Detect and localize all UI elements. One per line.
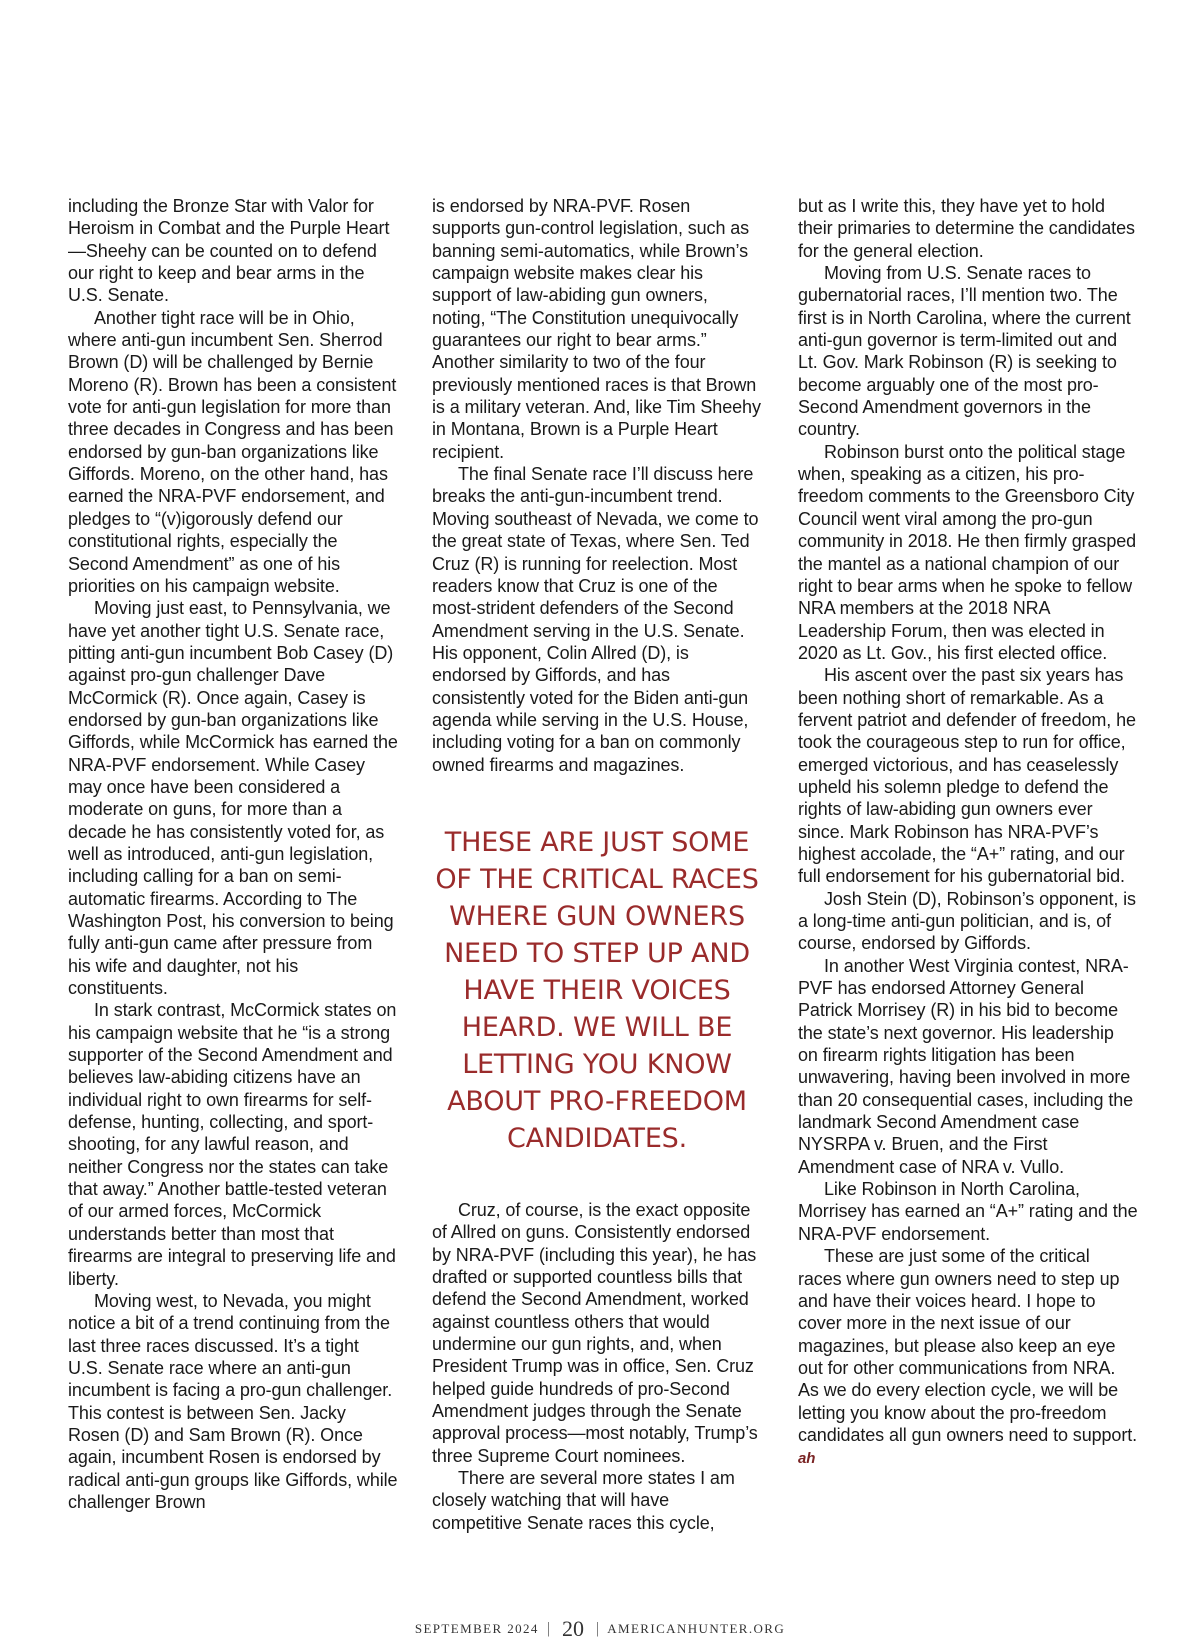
pull-quote-line: LETTING YOU KNOW	[462, 1048, 732, 1080]
body-paragraph: Moving just east, to Pennsylvania, we have yet another tight U.S. Senate race, pitting anti-gun incumbent Bob Casey (D) against pro-gun challenger Dave McCormick (R). Once again, Casey is endorsed by gun-ban organizations like Giffords, while McCormick has earned the NRA-PVF endorsement. While Casey may once have been considered a moderate on guns, for more than a decade he has consistently voted for, as well as introduced, anti-gun legislation, including calling for a ban on semi-automatic firearms. According to The Washington Post, his conversion to being fully anti-gun came after pressure from his wife and daughter, not his constituents.	[68, 598, 398, 999]
body-paragraph: Like Robinson in North Carolina, Morrisey has earned an “A+” rating and the NRA-PVF endorsement.	[798, 1179, 1138, 1244]
footer-website: AMERICANHUNTER.ORG	[607, 1621, 786, 1636]
body-paragraph: including the Bronze Star with Valor for Heroism in Combat and the Purple Heart—Sheehy can be counted on to defend our right to keep and bear arms in the U.S. Senate.	[68, 196, 390, 306]
pull-quote-line: NEED TO STEP UP AND	[444, 937, 750, 969]
end-mark-logo: ah	[798, 1450, 816, 1468]
final-paragraph-text: These are just some of the critical races where gun owners need to step up and have their voices heard. I hope to cover more in the next issue of our magazines, but please also keep an eye out for other communications from NRA. As we do every election cycle, we will be letting you know about the pro-freedom candidates all gun owners need to support.	[798, 1246, 1138, 1445]
pull-quote-line: HEARD. WE WILL BE	[461, 1011, 733, 1043]
body-paragraph: In stark contrast, McCormick states on his campaign website that he “is a strong supporter of the Second Amendment and believes law-abiding citizens have an individual right to own firearms for self-defense, hunting, collecting, and sport-shooting, for any lawful reason, and neither Congress nor the states can take that away.” Another battle-tested veteran of our armed forces, McCormick understands better than most that firearms are integral to preserving life and liberty.	[68, 1000, 397, 1289]
article-column-1	[68, 195, 398, 1513]
body-paragraph: but as I write this, they have yet to hold their primaries to determine the candidates for the general election.	[798, 196, 1135, 261]
body-paragraph: Moving west, to Nevada, you might notice a bit of a trend continuing from the last three races discussed. It’s a tight U.S. Senate race where an anti-gun incumbent is facing a pro-gun challenger. This contest is between Sen. Jacky Rosen (D) and Sam Brown (R). Once again, incumbent Rosen is endorsed by radical anti-gun groups like Giffords, while challenger Brown	[68, 1290, 398, 1512]
pull-quote-line: THESE ARE JUST SOME	[444, 826, 750, 858]
body-paragraph: Cruz, of course, is the exact opposite of Allred on guns. Consistently endorsed by NRA-PVF (including this year), he has drafted or supported countless bills that defend the Second Amendment, worked against countless others that would undermine our gun rights, and, when President Trump was in office, Sen. Cruz helped guide hundreds of pro-Second Amendment judges through the Senate approval process—most notably, Trump’s three Supreme Court nominees.	[432, 1199, 758, 1466]
body-paragraph-final	[798, 1245, 1138, 1470]
footer-separator: |	[546, 1620, 551, 1637]
pull-quote-line: CANDIDATES.	[506, 1122, 688, 1154]
body-paragraph: His ascent over the past six years has been nothing short of remarkable. As a fervent patriot and defender of freedom, he took the courageous step to run for office, emerged victorious, and has ceaselessly upheld his solemn pledge to defend the rights of law-abiding gun owners ever since. Mark Robinson has NRA-PVF’s highest accolade, the “A+” rating, and our full endorsement for his gubernatorial bid.	[798, 665, 1136, 887]
pull-quote-line: WHERE GUN OWNERS	[449, 900, 745, 932]
body-paragraph: is endorsed by NRA-PVF. Rosen supports gun-control legislation, such as banning semi-automatics, while Brown’s campaign website makes clear his support of law-abiding gun owners, noting, “The Constitution unequivocally guarantees our right to bear arms.” Another similarity to two of the four previously mentioned races is that Brown is a military veteran. And, like Tim Sheehy in Montana, Brown is a Purple Heart recipient.	[432, 196, 761, 462]
page-footer	[0, 1616, 1200, 1642]
body-paragraph: In another West Virginia contest, NRA-PVF has endorsed Attorney General Patrick Morrisey (R) in his bid to become the state’s next governor. His leadership on firearm rights litigation has been unwavering, having been involved in more than 20 consequential cases, including the landmark Second Amendment case NYSRPA v. Bruen, and the First Amendment case of NRA v. Vullo.	[798, 955, 1134, 1177]
body-paragraph: Robinson burst onto the political stage when, speaking as a citizen, his pro-freedom comments to the Greensboro City Council went viral among the pro-gun community in 2018. He then firmly grasped the mantel as a national champion of our right to bear arms when he spoke to fellow NRA members at the 2018 NRA Leadership Forum, then was elected in 2020 as Lt. Gov., his first elected office.	[798, 441, 1137, 663]
body-paragraph: The final Senate race I’ll discuss here breaks the anti-gun-incumbent trend. Moving southeast of Nevada, we come to the great state of Texas, where Sen. Ted Cruz (R) is running for reelection. Most readers know that Cruz is one of the most-strident defenders of the Second Amendment serving in the U.S. Senate. His opponent, Colin Allred (D), is endorsed by Giffords, and has consistently voted for the Biden anti-gun agenda while serving in the U.S. House, including voting for a ban on commonly owned firearms and magazines.	[432, 464, 759, 775]
pull-quote-line: HAVE THEIR VOICES	[463, 974, 731, 1006]
article-column-2	[432, 195, 762, 1534]
pull-quote	[432, 824, 762, 1157]
body-paragraph: Moving from U.S. Senate races to gubernatorial races, I’ll mention two. The first is in North Carolina, where the current anti-gun governor is term-limited out and Lt. Gov. Mark Robinson (R) is seeking to become arguably one of the most pro-Second Amendment governors in the country.	[798, 263, 1131, 440]
pull-quote-line: ABOUT PRO-FREEDOM	[447, 1085, 747, 1117]
pull-quote-line: OF THE CRITICAL RACES	[435, 863, 759, 895]
article-column-3	[798, 195, 1138, 1471]
footer-date: SEPTEMBER 2024	[414, 1621, 539, 1636]
body-paragraph: There are several more states I am closely watching that will have competitive Senate races this cycle,	[432, 1468, 735, 1533]
footer-separator: |	[596, 1620, 600, 1637]
page-number: 20	[562, 1616, 585, 1641]
body-paragraph: Another tight race will be in Ohio, where anti-gun incumbent Sen. Sherrod Brown (D) will be challenged by Bernie Moreno (R). Brown has been a consistent vote for anti-gun legislation for more than three decades in Congress and has been endorsed by gun-ban organizations like Giffords. Moreno, on the other hand, has earned the NRA-PVF endorsement, and pledges to “(v)igorously defend our constitutional rights, especially the Second Amendment” as one of his priorities on his campaign website.	[68, 307, 397, 596]
body-paragraph: Josh Stein (D), Robinson’s opponent, is a long-time anti-gun politician, and is, of course, endorsed by Giffords.	[798, 888, 1136, 954]
